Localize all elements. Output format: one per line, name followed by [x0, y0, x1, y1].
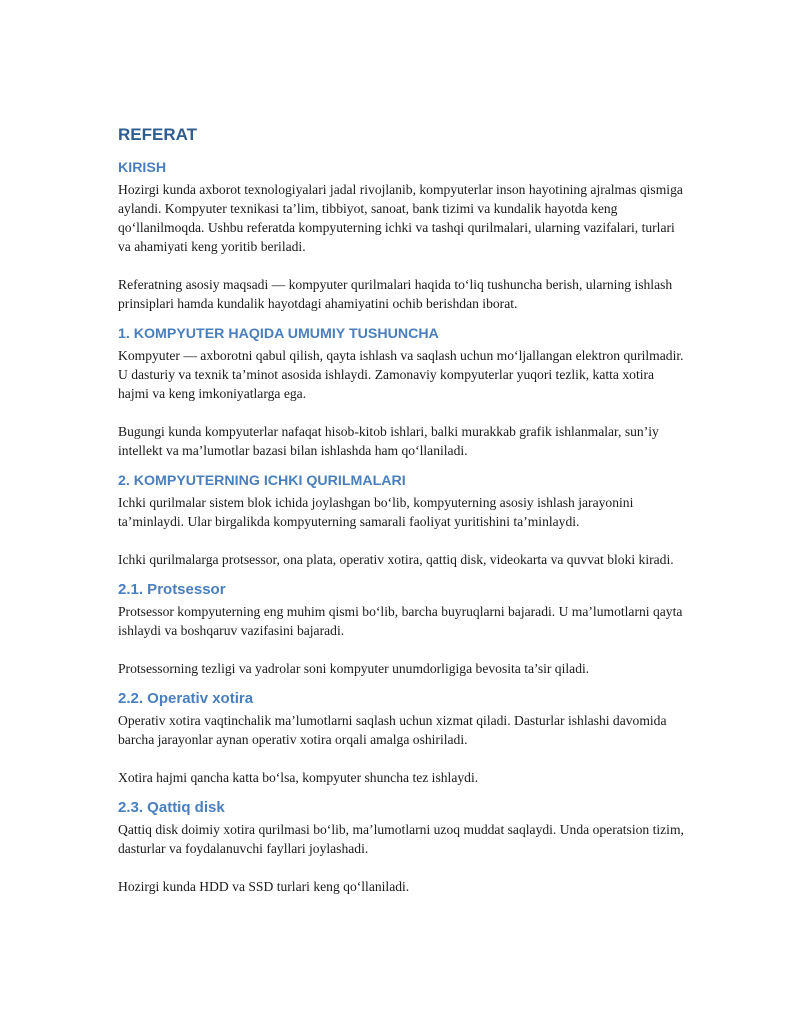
- paragraph: Ichki qurilmalarga protsessor, ona plata, operativ xotira, qattiq disk, videokarta va quvvat bloki kiradi.: [118, 552, 674, 567]
- subsection-heading: 2.2. Operativ xotira: [118, 690, 254, 707]
- section-2-1: [118, 580, 688, 678]
- paragraph: Protsessorning tezligi va yadrolar soni kompyuter unumdorligiga bevosita ta’sir qiladi.: [118, 661, 590, 676]
- paragraph: Hozirgi kunda HDD va SSD turlari keng qo‘llaniladi.: [118, 879, 410, 894]
- paragraph: Xotira hajmi qancha katta bo‘lsa, kompyuter shuncha tez ishlaydi.: [118, 770, 479, 785]
- section-2-3: [118, 798, 688, 896]
- paragraph: Bugungi kunda kompyuterlar nafaqat hisob-kitob ishlari, balki murakkab grafik ishlanmalar, sun’iy intellekt va ma’lumotlar bazasi bilan ishlashda ham qo‘llaniladi.: [118, 424, 659, 458]
- paragraph: Ichki qurilmalar sistem blok ichida joylashgan bo‘lib, kompyuterning asosiy ishlash jarayonini ta’minlaydi. Ular birgalikda kompyuterning samarali faoliyat yuritishini ta’minlaydi.: [118, 495, 634, 529]
- paragraph: Qattiq disk doimiy xotira qurilmasi bo‘lib, ma’lumotlarni uzoq muddat saqlaydi. Unda operatsion tizim, dasturlar va foydalanuvchi fayllari joylashadi.: [118, 822, 684, 856]
- subsection-heading: 2.3. Qattiq disk: [118, 799, 225, 816]
- paragraph: Operativ xotira vaqtinchalik ma’lumotlarni saqlash uchun xizmat qiladi. Dasturlar ishlashi davomida barcha jarayonlar aynan operativ xotira orqali amalga oshiriladi.: [118, 713, 667, 747]
- subsection-heading: 2.1. Protsessor: [118, 581, 226, 598]
- section-heading: KIRISH: [118, 160, 167, 176]
- document-body: [118, 124, 688, 896]
- section-heading: 2. KOMPYUTERNING ICHKI QURILMALARI: [118, 473, 406, 489]
- paragraph: Kompyuter — axborotni qabul qilish, qayta ishlash va saqlash uchun mo‘ljallangan elektron qurilmadir. U dasturiy va texnik ta’minot asosida ishlaydi. Zamonaviy kompyuterlar yuqori tezlik, katta xotira hajmi va keng imkoniyatlarga ega.: [118, 348, 684, 401]
- document-title: REFERAT: [118, 125, 198, 144]
- section-kirish: [118, 158, 688, 313]
- paragraph: Hozirgi kunda axborot texnologiyalari jadal rivojlanib, kompyuterlar inson hayotining ajralmas qismiga aylandi. Kompyuter texnikasi ta’lim, tibbiyot, sanoat, bank tizimi va kundalik hayotda keng qo‘llanilmoqda. Ushbu referatda kompyuterning ichki va tashqi qurilmalari, ularning vazifalari, turlari va ahamiyati keng yoritib beriladi.: [118, 182, 683, 254]
- section-2: [118, 471, 688, 569]
- paragraph: Referatning asosiy maqsadi — kompyuter qurilmalari haqida to‘liq tushuncha berish, ularning ishlash prinsiplari hamda kundalik hayotdagi ahamiyatini ochib berishdan iborat.: [118, 277, 673, 311]
- section-1: [118, 324, 688, 460]
- section-heading: 1. KOMPYUTER HAQIDA UMUMIY TUSHUNCHA: [118, 326, 439, 342]
- paragraph: Protsessor kompyuterning eng muhim qismi bo‘lib, barcha buyruqlarni bajaradi. U ma’lumotlarni qayta ishlaydi va boshqaruv vazifasini bajaradi.: [118, 604, 683, 638]
- section-2-2: [118, 689, 688, 787]
